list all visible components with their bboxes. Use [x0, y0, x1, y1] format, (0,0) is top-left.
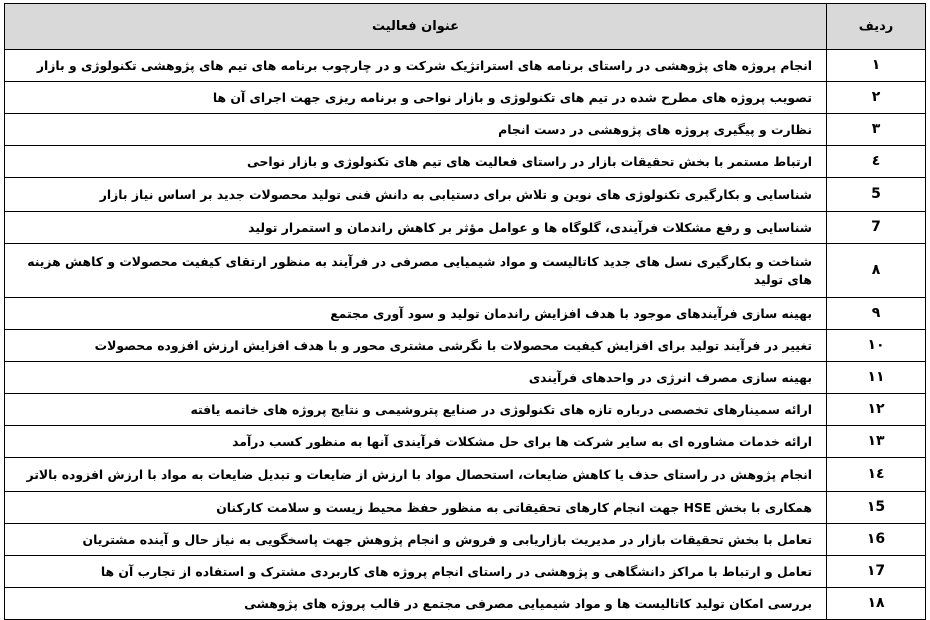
- row-number: ٤: [827, 146, 926, 178]
- table-row: [5, 492, 926, 524]
- table-row: [5, 458, 926, 492]
- activity-title: تعامل و ارتباط با مراکز دانشگاهی و پژوهشی در راستای انجام پروژه های کاربردی مشترک و استفاده از تجارب آن ها: [5, 556, 827, 588]
- table-row: [5, 362, 926, 394]
- activity-title: انجام پژوهش در راستای حذف یا کاهش ضایعات، استحصال مواد با ارزش از ضایعات و تبدیل ضایعات به مواد با ارزش افزوده بالاتر: [5, 458, 827, 492]
- table-row: [5, 114, 926, 146]
- activity-title: ارتباط مستمر با بخش تحقیقات بازار در راستای فعالیت های تیم های تکنولوژی و بازار نواحی: [5, 146, 827, 178]
- activity-title: همکاری با بخش HSE جهت انجام کارهای تحقیقاتی به منظور حفظ محیط زیست و سلامت کارکنان: [5, 492, 827, 524]
- table-row: [5, 212, 926, 244]
- table-header: [5, 4, 926, 50]
- table-body: [5, 50, 926, 620]
- header-row: [5, 4, 926, 50]
- activity-title: بهینه سازی فرآیندهای موجود با هدف افزایش راندمان تولید و سود آوری مجتمع: [5, 298, 827, 330]
- activity-title: تغییر در فرآیند تولید برای افزایش کیفیت محصولات با نگرشی مشتری محور و با هدف افزایش ارزش افزوده محصولات: [5, 330, 827, 362]
- activity-title: انجام پروژه های پژوهشی در راستای برنامه های استراتژیک شرکت و در چارچوب برنامه های تیم های پژوهشی تکنولوژی و بازار: [5, 50, 827, 82]
- row-number: 5: [827, 178, 926, 212]
- row-number: 7: [827, 212, 926, 244]
- row-number: ۱۱: [827, 362, 926, 394]
- row-number-header: ردیف: [827, 4, 926, 50]
- table-row: [5, 178, 926, 212]
- table-row: [5, 146, 926, 178]
- activity-title: شناسایی و بکارگیری تکنولوژی های نوین و تلاش برای دستیابی به دانش فنی تولید محصولات جدید بر اساس نیاز بازار: [5, 178, 827, 212]
- row-number: ۱۳: [827, 426, 926, 458]
- row-number: ۲: [827, 82, 926, 114]
- row-number: ۱5: [827, 492, 926, 524]
- activity-title: شناسایی و رفع مشکلات فرآیندی، گلوگاه ها و عوامل مؤثر بر کاهش راندمان و استمرار تولید: [5, 212, 827, 244]
- row-number: ۱6: [827, 524, 926, 556]
- activity-title-header: عنوان فعالیت: [5, 4, 827, 50]
- table-row: [5, 588, 926, 620]
- activities-table-wrapper: [4, 3, 926, 620]
- activity-title: بررسی امکان تولید کاتالیست ها و مواد شیمیایی مصرفی مجتمع در قالب پروژه های پژوهشی: [5, 588, 827, 620]
- row-number: ۱٤: [827, 458, 926, 492]
- activity-title: بهینه سازی مصرف انرژی در واحدهای فرآیندی: [5, 362, 827, 394]
- table-row: [5, 330, 926, 362]
- table-row: [5, 556, 926, 588]
- row-number: ۱۸: [827, 588, 926, 620]
- row-number: ۱۰: [827, 330, 926, 362]
- activities-table: [4, 3, 926, 620]
- activity-title: ارائه خدمات مشاوره ای به سایر شرکت ها برای حل مشکلات فرآیندی آنها به منظور کسب درآمد: [5, 426, 827, 458]
- table-row: [5, 244, 926, 298]
- table-row: [5, 50, 926, 82]
- activity-title: شناخت و بکارگیری نسل های جدید کاتالیست و مواد شیمیایی مصرفی در فرآیند به منظور ارتقای کیفیت محصولات و کاهش هزینه های تولید: [5, 244, 827, 298]
- activity-title: ارائه سمینارهای تخصصی درباره تازه های تکنولوژی در صنایع پتروشیمی و نتایج پروژه های خاتمه یافته: [5, 394, 827, 426]
- table-row: [5, 426, 926, 458]
- table-row: [5, 524, 926, 556]
- table-row: [5, 394, 926, 426]
- activity-title: تعامل با بخش تحقیقات بازار در مدیریت بازاریابی و فروش و انجام پژوهش جهت پاسخگویی به نیاز حال و آینده مشتریان: [5, 524, 827, 556]
- activity-title: تصویب پروژه های مطرح شده در تیم های تکنولوژی و بازار نواحی و برنامه ریزی جهت اجرای آن ها: [5, 82, 827, 114]
- row-number: ۱: [827, 50, 926, 82]
- activity-title: نظارت و پیگیری پروژه های پژوهشی در دست انجام: [5, 114, 827, 146]
- table-row: [5, 82, 926, 114]
- row-number: ۸: [827, 244, 926, 298]
- row-number: ۹: [827, 298, 926, 330]
- row-number: ۱7: [827, 556, 926, 588]
- row-number: ۳: [827, 114, 926, 146]
- row-number: ۱۲: [827, 394, 926, 426]
- table-row: [5, 298, 926, 330]
